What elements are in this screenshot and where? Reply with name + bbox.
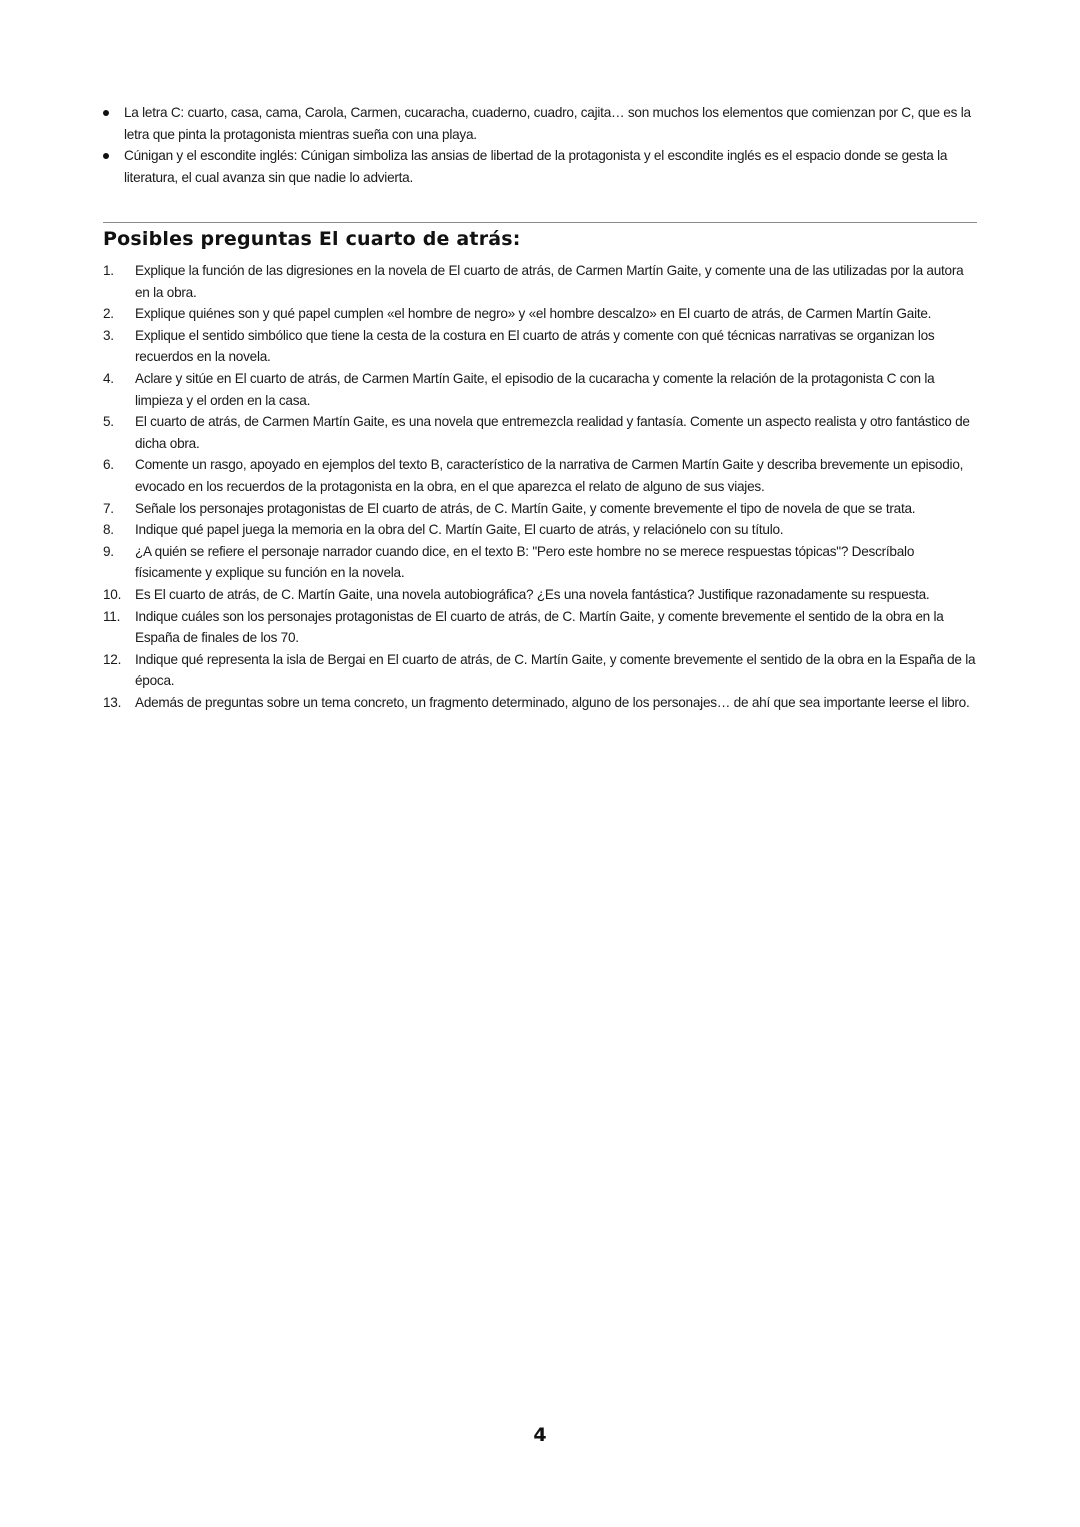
page-number: 4 <box>533 1424 547 1446</box>
section-heading: Posibles preguntas El cuarto de atrás: <box>103 228 521 250</box>
bullet-item <box>100 102 980 145</box>
question-number: 12. <box>103 651 122 667</box>
question-text: Es El cuarto de atrás, de C. Martín Gaite, una novela autobiográfica? ¿Es una novela fantástica? Justifique razonadamente su respuesta. <box>135 586 930 602</box>
question-number: 11. <box>103 608 121 624</box>
question-text: Explique quiénes son y qué papel cumplen «el hombre de negro» y «el hombre descalzo» en El cuarto de atrás, de Carmen Martín Gaite. <box>135 306 932 322</box>
question-text: Indique qué representa la isla de Bergai en El cuarto de atrás, de C. Martín Gaite, y comente brevemente el sentido de la obra en la España de la época. <box>135 651 976 689</box>
question-number: 6. <box>103 457 114 473</box>
bullet-dot-icon <box>103 153 109 159</box>
bullet-text: Cúnigan y el escondite inglés: Cúnigan simboliza las ansias de libertad de la protagonista y el escondite inglés es el espacio donde se gesta la literatura, el cual avanza sin que nadie lo advierta. <box>124 148 948 185</box>
question-item <box>103 303 977 325</box>
question-text: Además de preguntas sobre un tema concreto, un fragmento determinado, alguno de los personajes… de ahí que sea importante leerse el libro. <box>135 694 970 710</box>
question-number: 7. <box>103 500 114 516</box>
bullet-text: La letra C: cuarto, casa, cama, Carola, Carmen, cucaracha, cuaderno, cuadro, cajita… son muchos los elementos que comienzan por C, que es la letra que pinta la protagonista mientras sueña con una playa. <box>124 105 971 142</box>
questions-list <box>103 260 977 713</box>
question-number: 9. <box>103 543 114 559</box>
question-item <box>103 454 977 497</box>
question-text: Señale los personajes protagonistas de El cuarto de atrás, de C. Martín Gaite, y comente brevemente el tipo de novela de que se trata. <box>135 500 916 516</box>
question-item <box>103 584 977 606</box>
question-number: 3. <box>103 327 114 343</box>
question-item <box>103 368 977 411</box>
question-text: ¿A quién se refiere el personaje narrador cuando dice, en el texto B: "Pero este hombre no se merece respuestas tópicas"? Descríbalo físicamente y explique su función en la novela. <box>135 543 915 581</box>
question-text: Indique cuáles son los personajes protagonistas de El cuarto de atrás, de C. Martín Gaite, y comente brevemente el sentido de la obra en la España de finales de los 70. <box>135 608 944 646</box>
question-number: 5. <box>103 414 114 430</box>
question-text: Explique la función de las digresiones en la novela de El cuarto de atrás, de Carmen Martín Gaite, y comente una de las utilizadas por la autora en la obra. <box>135 263 964 300</box>
question-number: 2. <box>103 306 114 322</box>
question-item <box>103 498 977 520</box>
section-divider <box>103 222 977 223</box>
bullet-item <box>100 145 980 188</box>
question-item <box>103 519 977 541</box>
question-item <box>103 649 977 692</box>
question-text: Indique qué papel juega la memoria en la obra del C. Martín Gaite, El cuarto de atrás, y relaciónelo con su título. <box>135 522 784 538</box>
question-item <box>103 411 977 454</box>
question-item <box>103 260 977 303</box>
question-item <box>103 692 977 714</box>
question-text: Comente un rasgo, apoyado en ejemplos del texto B, característico de la narrativa de Carmen Martín Gaite y describa brevemente un episodio, evocado en los recuerdos de la protagonista en la obra, en el que aparezca el relato de alguno de sus viajes. <box>135 457 964 494</box>
bullet-list <box>100 102 980 188</box>
question-item <box>103 325 977 368</box>
question-number: 1. <box>103 263 114 278</box>
question-item <box>103 541 977 584</box>
bullet-dot-icon <box>103 110 109 116</box>
question-text: Explique el sentido simbólico que tiene la cesta de la costura en El cuarto de atrás y comente con qué técnicas narrativas se organizan los recuerdos en la novela. <box>135 327 935 365</box>
question-item <box>103 606 977 649</box>
question-number: 4. <box>103 370 114 386</box>
question-number: 10. <box>103 586 122 602</box>
question-number: 13. <box>103 694 122 710</box>
question-text: Aclare y sitúe en El cuarto de atrás, de Carmen Martín Gaite, el episodio de la cucaracha y comente la relación de la protagonista C con la limpieza y el orden en la casa. <box>135 370 935 408</box>
question-number: 8. <box>103 522 114 538</box>
question-text: El cuarto de atrás, de Carmen Martín Gaite, es una novela que entremezcla realidad y fantasía. Comente un aspecto realista y otro fantástico de dicha obra. <box>135 414 970 451</box>
